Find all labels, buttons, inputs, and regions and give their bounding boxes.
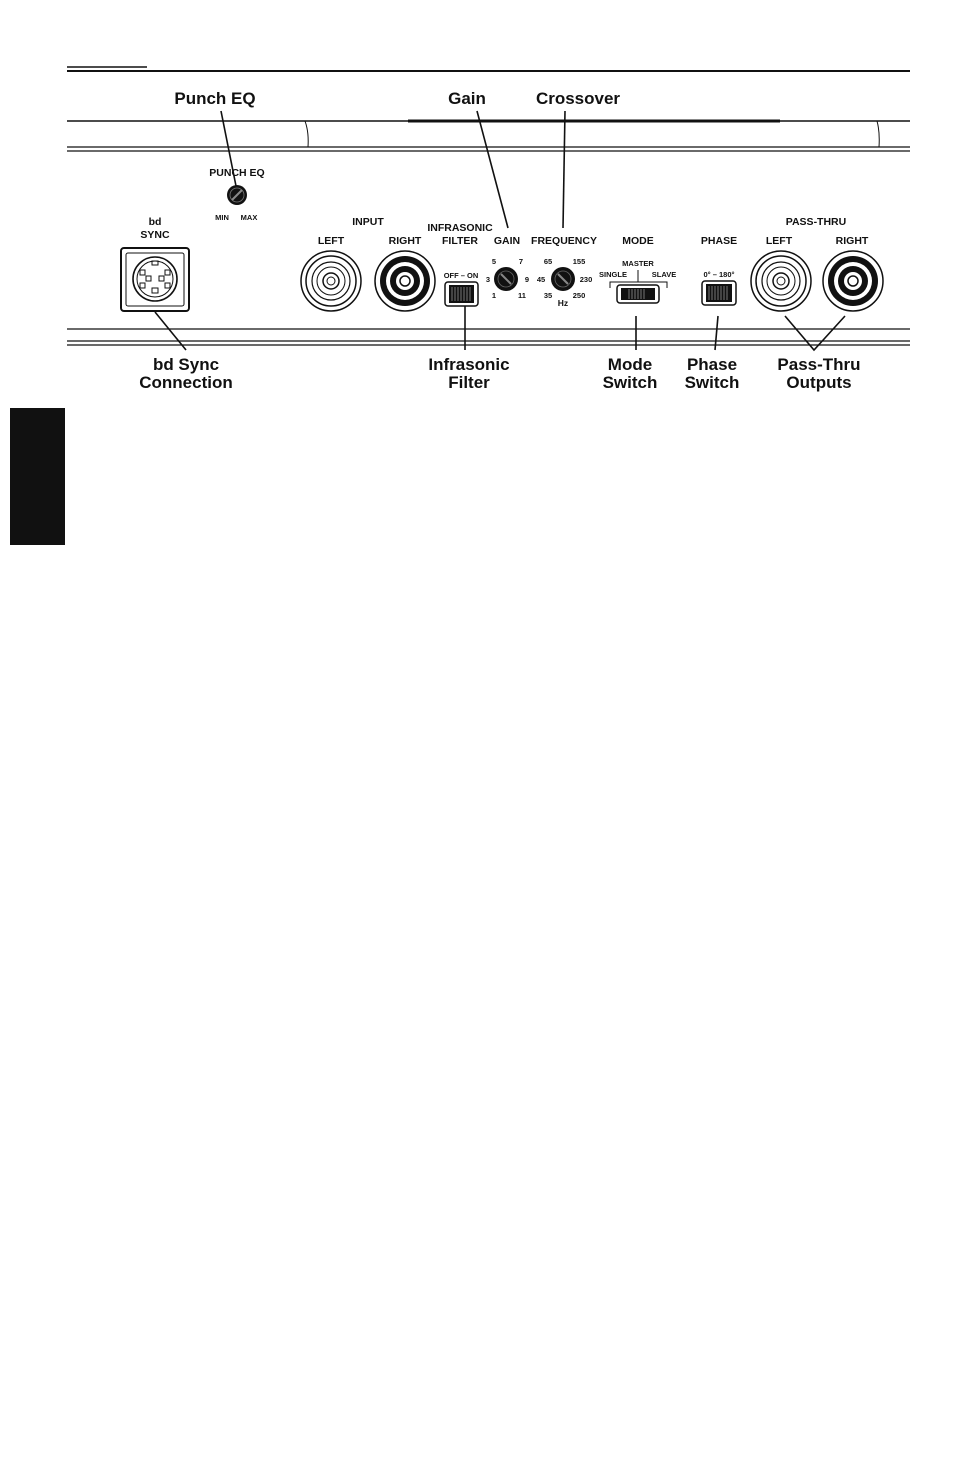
mode-switch[interactable]	[617, 285, 659, 303]
passthru-right-jack[interactable]	[823, 251, 883, 311]
punch-eq-max: MAX	[240, 213, 258, 222]
gain-knob[interactable]	[494, 267, 518, 291]
freq-tick-155: 155	[572, 257, 586, 266]
callout-infrasonic-2: Filter	[448, 373, 490, 392]
mode-single: SINGLE	[599, 270, 627, 279]
infrasonic-switch-label: OFF – ON	[443, 271, 479, 280]
gain-tick-11: 11	[518, 291, 526, 300]
bd-sync-label-2: SYNC	[140, 229, 170, 241]
gain-label: GAIN	[493, 235, 521, 247]
freq-tick-230: 230	[579, 275, 593, 284]
callout-phase-1: Phase	[686, 355, 738, 374]
phase-label: PHASE	[700, 235, 738, 247]
leader-gain	[477, 111, 508, 228]
callout-bd-sync-1: bd Sync	[152, 355, 220, 374]
freq-tick-45: 45	[536, 275, 546, 284]
infrasonic-label-2: FILTER	[442, 235, 478, 247]
freq-tick-35: 35	[543, 291, 553, 300]
punch-eq-knob[interactable]	[227, 185, 247, 205]
gain-tick-9: 9	[524, 275, 530, 284]
phase-switch-label: 0° – 180°	[703, 270, 735, 279]
infrasonic-switch[interactable]	[445, 282, 478, 306]
passthru-left-jack[interactable]	[751, 251, 811, 311]
bd-sync-label-1: bd	[148, 216, 162, 228]
gain-tick-5: 5	[491, 257, 497, 266]
input-left-label: LEFT	[317, 235, 345, 247]
callout-mode-1: Mode	[607, 355, 653, 374]
callout-mode-2: Switch	[602, 373, 658, 392]
mode-slave: SLAVE	[651, 270, 677, 279]
input-right-jack[interactable]	[375, 251, 435, 311]
input-label: INPUT	[352, 216, 384, 228]
passthru-left-label: LEFT	[765, 235, 793, 247]
gain-tick-3: 3	[485, 275, 491, 284]
freq-tick-250: 250	[572, 291, 586, 300]
input-left-jack[interactable]	[301, 251, 361, 311]
callout-passthru-2: Outputs	[786, 373, 852, 392]
right-fin	[877, 121, 879, 147]
freq-tick-65: 65	[543, 257, 553, 266]
phase-switch[interactable]	[702, 281, 736, 305]
callout-punch-eq: Punch EQ	[174, 89, 256, 108]
passthru-label: PASS-THRU	[785, 216, 847, 228]
passthru-right-label: RIGHT	[835, 235, 869, 247]
bd-sync-connector[interactable]	[121, 248, 189, 311]
punch-eq-label: PUNCH EQ	[209, 167, 265, 179]
frequency-knob[interactable]	[551, 267, 575, 291]
callout-phase-2: Switch	[684, 373, 740, 392]
input-right-label: RIGHT	[388, 235, 422, 247]
mode-label: MODE	[622, 235, 654, 247]
callout-bd-sync-2: Connection	[139, 373, 233, 392]
leader-bd-sync	[155, 312, 186, 350]
punch-eq-min: MIN	[215, 213, 229, 222]
side-tab	[10, 408, 65, 545]
leader-crossover	[563, 111, 565, 228]
left-fin	[305, 121, 308, 147]
hz-label: Hz	[557, 298, 569, 308]
mode-master: MASTER	[622, 259, 654, 268]
callout-crossover: Crossover	[535, 89, 621, 108]
callout-infrasonic-1: Infrasonic	[428, 355, 510, 374]
frequency-label: FREQUENCY	[531, 235, 597, 247]
infrasonic-label-1: INFRASONIC	[427, 222, 493, 234]
gain-tick-1: 1	[491, 291, 497, 300]
callout-passthru-1: Pass-Thru	[777, 355, 861, 374]
gain-tick-7: 7	[518, 257, 524, 266]
callout-gain: Gain	[448, 89, 486, 108]
